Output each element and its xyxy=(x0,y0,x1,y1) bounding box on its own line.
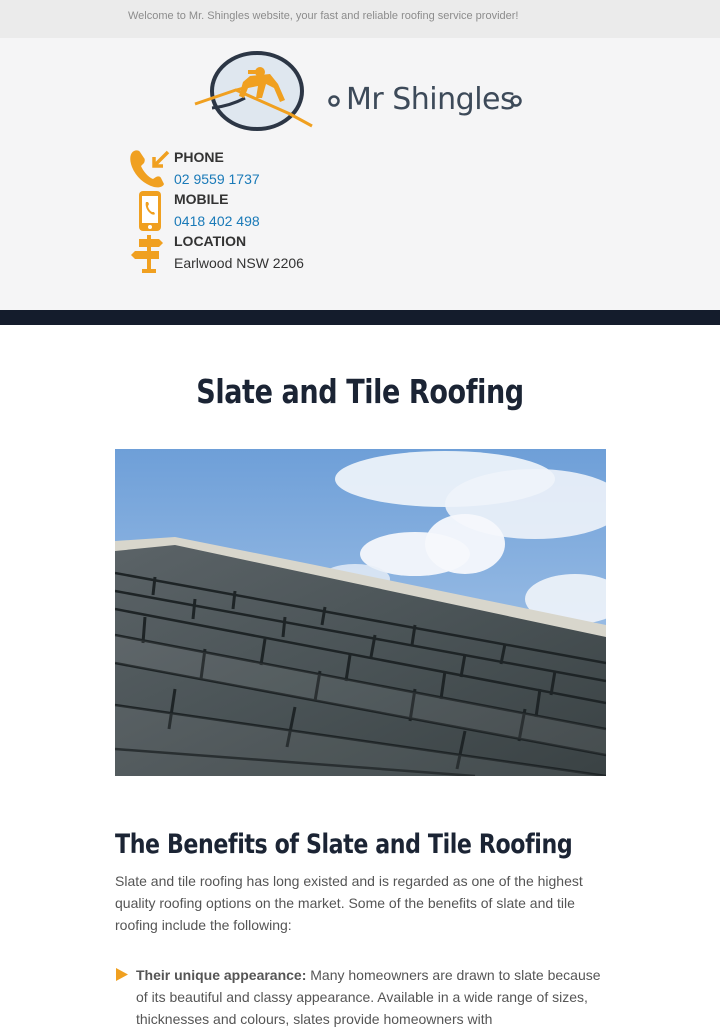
phone-number-link[interactable]: 02 9559 1737 xyxy=(174,171,260,187)
phone-label: PHONE xyxy=(174,149,224,165)
welcome-text: Welcome to Mr. Shingles website, your fast and reliable roofing service provider! xyxy=(128,10,519,22)
bullet-text xyxy=(136,964,611,1030)
bullet-body: Many homeowners are drawn to slate because of its beautiful and classy appearance. Available in a wide range of sizes, thicknesses and colours, slates provide homeowners with xyxy=(136,967,601,1027)
site-logo[interactable] xyxy=(190,48,530,138)
mobile-number-link[interactable]: 0418 402 498 xyxy=(174,213,260,229)
mobile-icon xyxy=(137,190,163,232)
page-title: Slate and Tile Roofing xyxy=(196,372,524,411)
location-value: Earlwood NSW 2206 xyxy=(174,255,304,271)
bullet-title: Their unique appearance: xyxy=(136,967,307,983)
intro-paragraph: Slate and tile roofing has long existed and is regarded as one of the highest quality roofing options on the market. Some of the benefits of slate and tile roofing include the following: xyxy=(115,873,583,933)
triangle-bullet-icon xyxy=(115,968,129,981)
signpost-icon xyxy=(131,233,167,273)
logo-wordmark: Mr Shingles xyxy=(346,82,516,117)
location-label: LOCATION xyxy=(174,233,247,249)
hero-image-slate-roof xyxy=(115,449,606,776)
mobile-label: MOBILE xyxy=(174,191,229,207)
phone-icon xyxy=(128,149,172,189)
section-title-benefits: The Benefits of Slate and Tile Roofing xyxy=(115,829,573,860)
welcome-bar xyxy=(0,0,720,38)
nav-divider-bar xyxy=(0,310,720,325)
